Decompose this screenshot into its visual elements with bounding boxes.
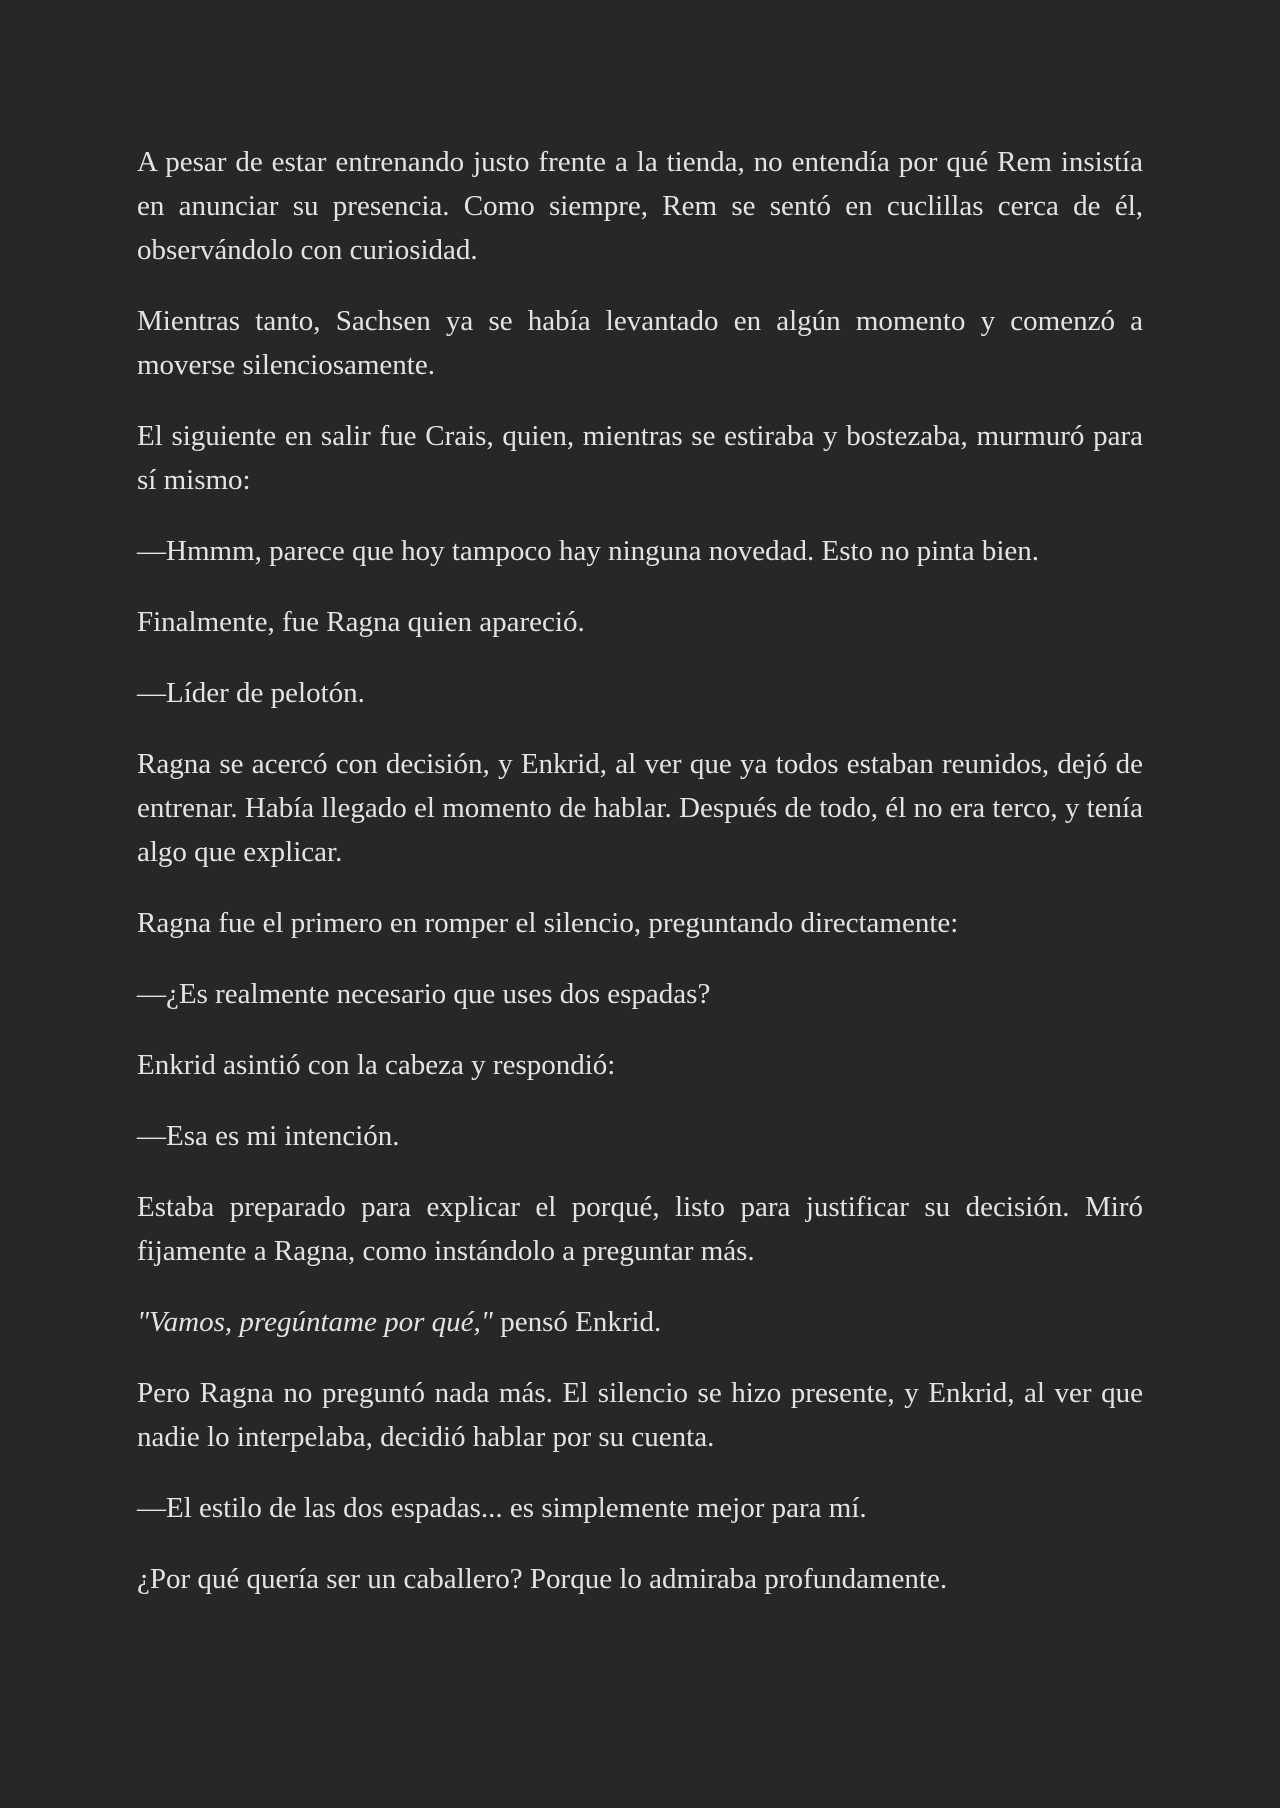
paragraph-text: pensó Enkrid. <box>500 1306 662 1338</box>
paragraph-text: Mientras tanto, Sachsen ya se había levantado en algún momento y comenzó a moverse silenciosamente. <box>137 305 1143 381</box>
paragraph <box>137 1300 1143 1344</box>
paragraph <box>137 671 1143 715</box>
paragraph <box>137 1185 1143 1273</box>
paragraph-text: ¿Por qué quería ser un caballero? Porque lo admiraba profundamente. <box>137 1563 948 1595</box>
paragraph-text: Estaba preparado para explicar el porqué, listo para justificar su decisión. Miró fijamente a Ragna, como instándolo a preguntar más. <box>137 1191 1143 1267</box>
paragraph-text: A pesar de estar entrenando justo frente a la tienda, no entendía por qué Rem insistía en anunciar su presencia. Como siempre, Rem se sentó en cuclillas cerca de él, observándolo con curiosidad. <box>137 146 1143 266</box>
paragraph-text: Enkrid asintió con la cabeza y respondió: <box>137 1049 616 1081</box>
paragraph <box>137 1486 1143 1530</box>
paragraph <box>137 1043 1143 1087</box>
paragraph <box>137 529 1143 573</box>
paragraph <box>137 299 1143 387</box>
paragraph-text: El siguiente en salir fue Crais, quien, mientras se estiraba y bostezaba, murmuró para sí mismo: <box>137 420 1143 496</box>
paragraph <box>137 972 1143 1016</box>
paragraph-text: —El estilo de las dos espadas... es simplemente mejor para mí. <box>137 1492 867 1524</box>
paragraph-text: Finalmente, fue Ragna quien apareció. <box>137 606 585 638</box>
paragraph <box>137 600 1143 644</box>
paragraph <box>137 742 1143 874</box>
reader-content <box>137 140 1143 1601</box>
paragraph <box>137 1114 1143 1158</box>
paragraph-text: Ragna se acercó con decisión, y Enkrid, al ver que ya todos estaban reunidos, dejó de entrenar. Había llegado el momento de hablar. Después de todo, él no era terco, y tenía algo que explicar. <box>137 748 1143 868</box>
paragraph-text: —Hmmm, parece que hoy tampoco hay ninguna novedad. Esto no pinta bien. <box>137 535 1040 567</box>
thought-quote-text: "Vamos, pregúntame por qué," <box>137 1306 501 1338</box>
paragraph-text: —¿Es realmente necesario que uses dos espadas? <box>137 978 711 1010</box>
paragraph-text: —Esa es mi intención. <box>137 1120 400 1152</box>
paragraph <box>137 140 1143 272</box>
paragraph-text: —Líder de pelotón. <box>137 677 365 709</box>
paragraph <box>137 1371 1143 1459</box>
paragraph-text: Pero Ragna no preguntó nada más. El silencio se hizo presente, y Enkrid, al ver que nadie lo interpelaba, decidió hablar por su cuenta. <box>137 1377 1143 1453</box>
paragraph <box>137 901 1143 945</box>
paragraph-text: Ragna fue el primero en romper el silencio, preguntando directamente: <box>137 907 959 939</box>
reader-page <box>137 0 1143 1601</box>
paragraph <box>137 414 1143 502</box>
paragraph <box>137 1557 1143 1601</box>
